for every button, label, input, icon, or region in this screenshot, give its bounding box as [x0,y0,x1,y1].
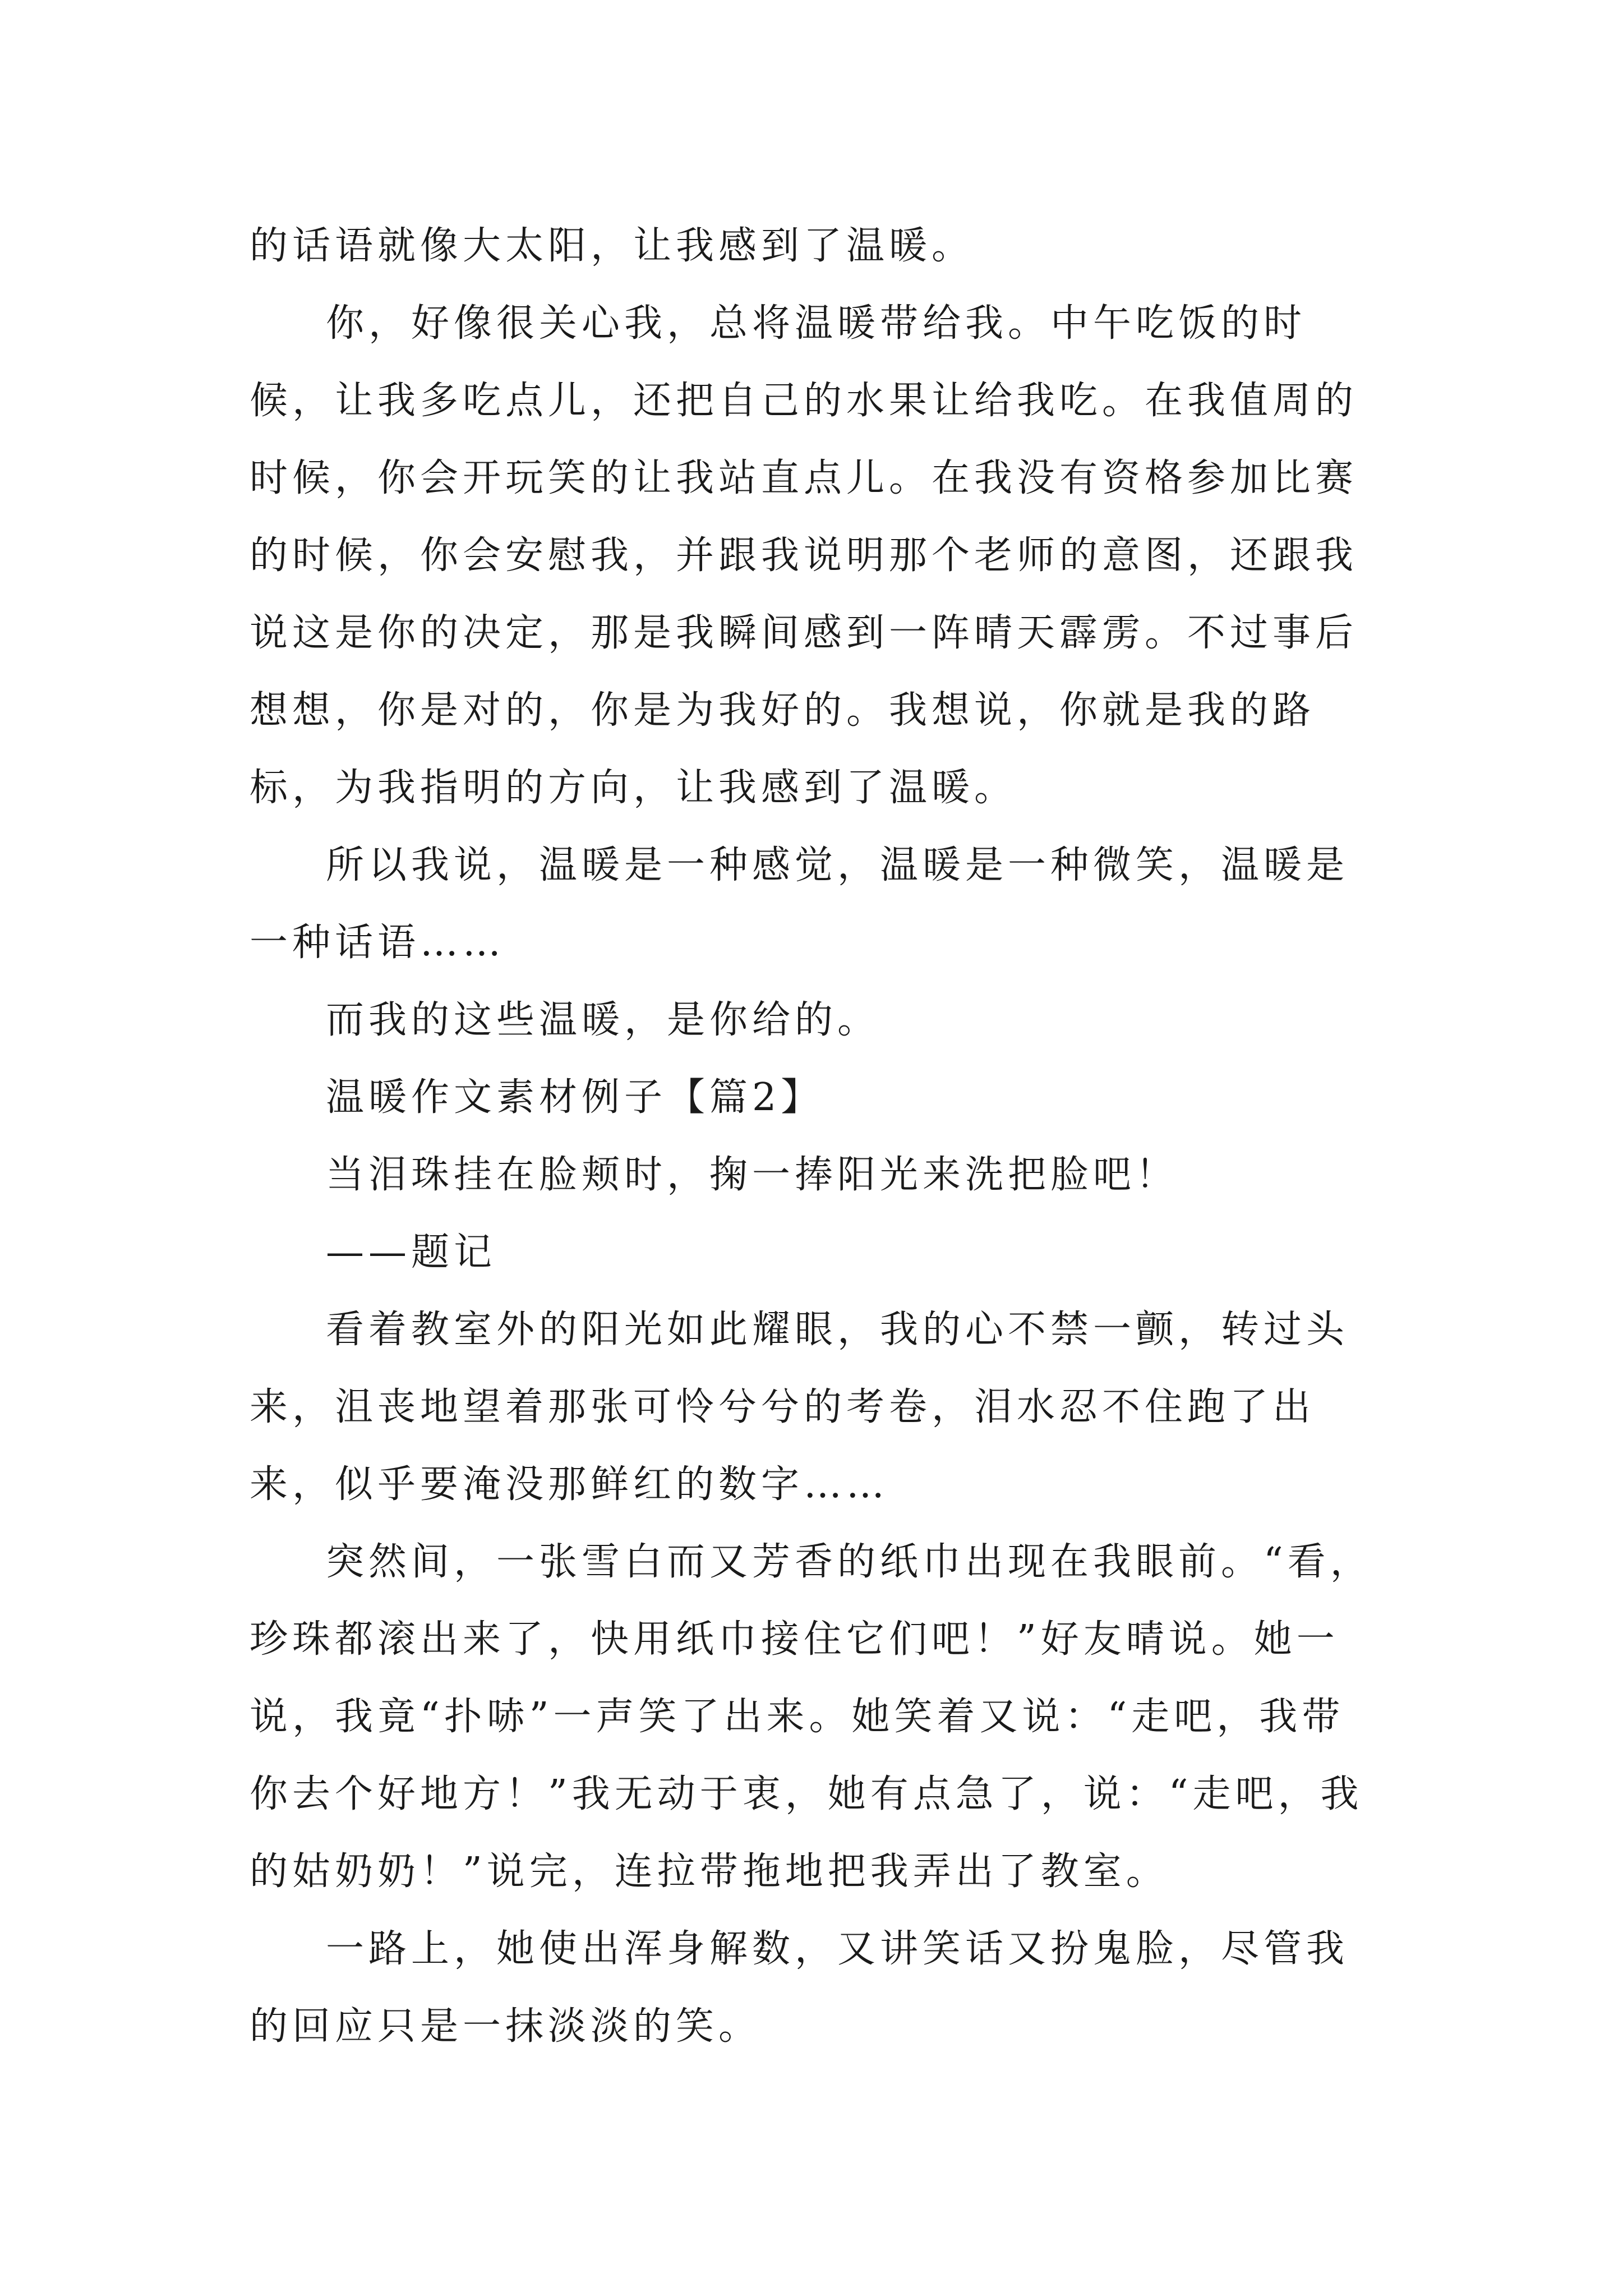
paragraph-1: 的话语就像大太阳，让我感到了温暖。 [250,224,975,268]
paragraph-5: 看着教室外的阳光如此耀眼，我的心不禁一颤，转过头来，沮丧地望着那张可怜兮兮的考卷，泪水忍不住跑了出来，似乎要淹没那鲜红的数字…… [250,1308,1349,1507]
paragraph-2: 你，好像很关心我，总将温暖带给我。中午吃饭的时候，让我多吃点儿，还把自己的水果让给我吃。在我值周的时候，你会开玩笑的让我站直点儿。在我没有资格参加比赛的时候，你会安慰我，并跟我说明那个老师的意图，还跟我说这是你的决定，那是我瞬间感到一阵晴天霹雳。不过事后想想，你是对的，你是为我好的。我想说，你就是我的路标，为我指明的方向，让我感到了温暖。 [250,301,1358,810]
epigraph: 当泪珠挂在脸颊时，掬一捧阳光来洗把脸吧！ [326,1153,1179,1197]
paragraph-6: 突然间，一张雪白而又芳香的纸巾出现在我眼前。“看，珍珠都滚出来了，快用纸巾接住它们吧！”好友晴说。她一说，我竟“扑哧”一声笑了出来。她笑着又说：“走吧，我带你去个好地方！”我无动于衷，她有点急了，说：“走吧，我的姑奶奶！”说完，连拉带拖地把我弄出了教室。 [250,1540,1373,1894]
epigraph-attribution: ——题记 [326,1230,497,1274]
paragraph-7: 一路上，她使出浑身解数，又讲笑话又扮鬼脸，尽管我的回应只是一抹淡淡的笑。 [250,1927,1349,2049]
paragraph-4: 而我的这些温暖，是你给的。 [326,998,880,1042]
section-heading: 温暖作文素材例子【篇2】 [326,1075,824,1120]
document-body [250,208,1382,2065]
paragraph-3: 所以我说，温暖是一种感觉，温暖是一种微笑，温暖是一种话语…… [250,843,1349,965]
